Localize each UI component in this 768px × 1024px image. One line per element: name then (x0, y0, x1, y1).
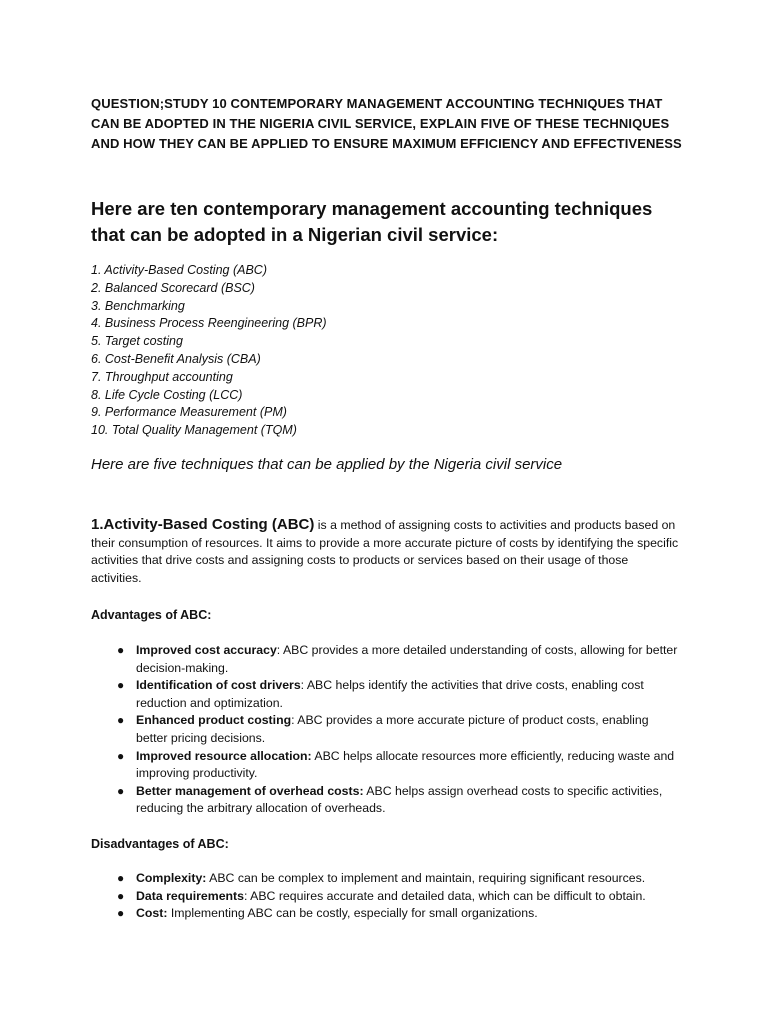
technique-item: 4. Business Process Reengineering (BPR) (91, 316, 327, 331)
disadvantage-item: ● Complexity: ABC can be complex to implement and maintain, requiring significant resources. (91, 870, 681, 888)
technique-item: 3. Benchmarking (91, 298, 185, 313)
five-techniques-subheading: Here are five techniques that can be applied by the Nigeria civil service (91, 456, 563, 473)
bullet-icon: ● (117, 888, 125, 903)
bullet-icon: ● (117, 643, 125, 657)
question-text: QUESTION;STUDY 10 CONTEMPORARY MANAGEMENT ACCOUNTING TECHNIQUES THAT CAN BE ADOPTED IN THE NIGERIA CIVIL SERVICE, EXPLAIN FIVE OF THESE TECHNIQUES AND HOW THEY CAN BE APPLIED TO ENSURE MAXIMUM EFFICIENCY AND EFFECTIVENESS (91, 96, 682, 151)
advantage-item: ● Identification of cost drivers: ABC helps identify the activities that drive costs, enabling cost reduction and optimization. (117, 678, 644, 710)
techniques-heading: Here are ten contemporary management accounting techniques that can be adopted in a Nigerian civil service: (91, 198, 653, 245)
bullet-icon: ● (117, 906, 125, 921)
disadvantages-list (91, 870, 681, 923)
bullet-icon: ● (117, 713, 125, 728)
advantage-item: ● Improved resource allocation: ABC helps allocate resources more efficiently, reducing waste and improving productivity. (117, 748, 675, 781)
abc-lead-term: 1.Activity-Based Costing (ABC) (91, 516, 315, 533)
disadvantage-item: ● Data requirements: ABC requires accurate and detailed data, which can be difficult to obtain. (91, 888, 681, 906)
abc-description: is a method of assigning costs to activities and products based on their consumption of resources. It aims to provide a more accurate picture of costs by identifying the specific activities that drive costs and assigning costs to products or services based on their usage of those activities. (91, 518, 679, 585)
technique-item: 2. Balanced Scorecard (BSC) (91, 280, 255, 295)
technique-item: 1. Activity-Based Costing (ABC) (91, 263, 267, 277)
disadvantages-title: Disadvantages of ABC: (91, 837, 229, 851)
technique-item: 10. Total Quality Management (TQM) (91, 423, 297, 438)
advantages-title: Advantages of ABC: (91, 608, 212, 622)
advantage-item: ● Enhanced product costing: ABC provides a more accurate picture of product costs, enabling better pricing decisions. (117, 713, 649, 745)
technique-item: 7. Throughput accounting (91, 369, 233, 384)
disadvantage-item: ● Cost: Implementing ABC can be costly, especially for small organizations. (91, 905, 681, 923)
advantage-item: ● Better management of overhead costs: ABC helps assign overhead costs to specific activities, reducing the arbitrary allocation of overheads. (117, 783, 663, 816)
bullet-icon: ● (117, 678, 125, 693)
abc-paragraph (91, 516, 681, 587)
advantage-item: ● Improved cost accuracy: ABC provides a more detailed understanding of costs, allowing for better decision-making. (117, 643, 678, 675)
techniques-list (91, 262, 591, 440)
bullet-icon: ● (117, 871, 125, 885)
technique-item: 8. Life Cycle Costing (LCC) (91, 387, 243, 402)
technique-item: 5. Target costing (91, 334, 183, 349)
technique-item: 9. Performance Measurement (PM) (91, 405, 287, 420)
advantages-list (91, 642, 681, 818)
technique-item: 6. Cost-Benefit Analysis (CBA) (91, 351, 261, 366)
bullet-icon: ● (117, 748, 125, 763)
bullet-icon: ● (117, 783, 125, 798)
